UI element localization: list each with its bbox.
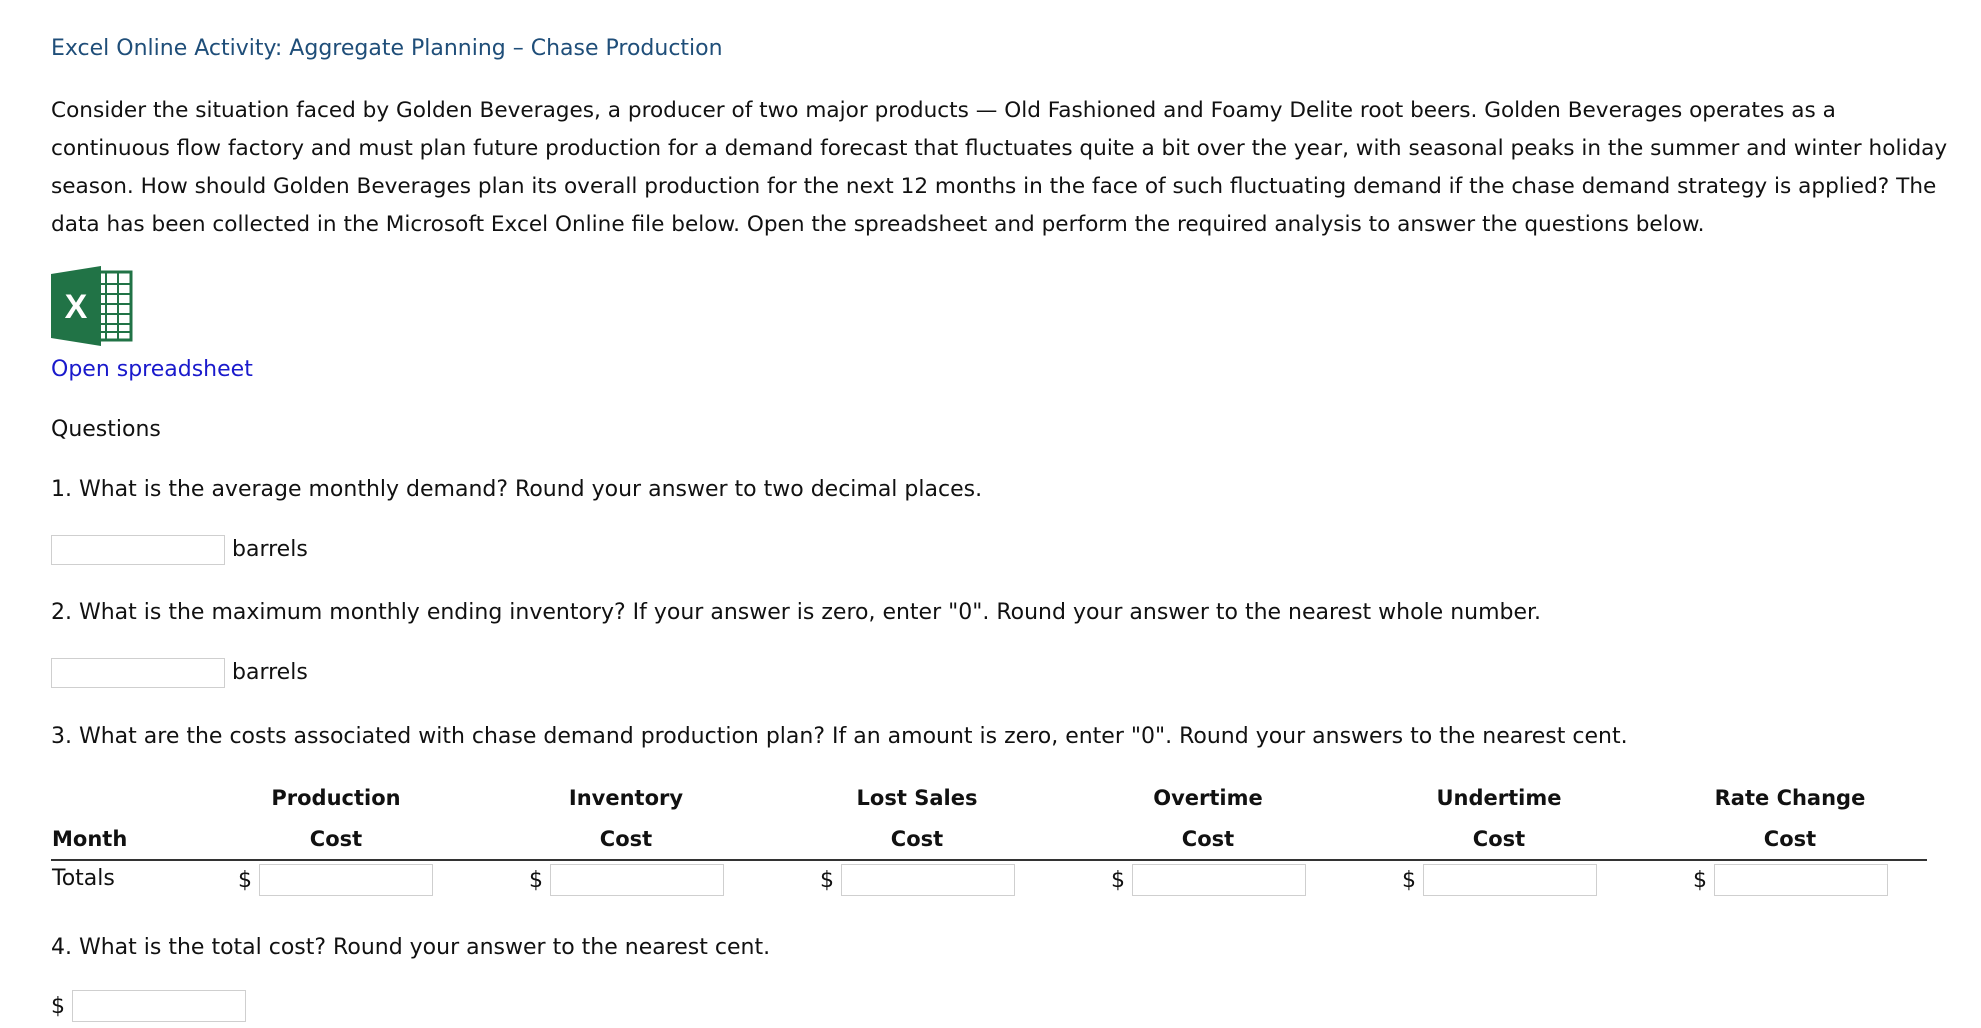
overtime-cost-currency: $ — [1111, 868, 1125, 893]
question-1-answer-input[interactable] — [51, 535, 225, 565]
totals-row-label: Totals — [52, 866, 115, 891]
question-1-unit: barrels — [232, 537, 308, 562]
overtime-cost-header-line2: Cost — [1181, 827, 1235, 851]
overtime-cost-input[interactable] — [1132, 864, 1306, 896]
lost-sales-cost-header-line2: Cost — [890, 827, 944, 851]
rate-change-cost-input[interactable] — [1714, 864, 1888, 896]
total-cost-input[interactable] — [72, 990, 246, 1022]
inventory-cost-header-line1: Inventory — [568, 786, 684, 810]
total-cost-currency: $ — [51, 994, 65, 1019]
production-cost-currency: $ — [238, 868, 252, 893]
question-1-text: 1. What is the average monthly demand? Round your answer to two decimal places. — [51, 477, 983, 502]
excel-icon[interactable] — [51, 266, 135, 346]
question-4-text: 4. What is the total cost? Round your answer to the nearest cent. — [51, 935, 771, 960]
rate-change-cost-header-line2: Cost — [1763, 827, 1817, 851]
page-title: Excel Online Activity: Aggregate Planning – Chase Production — [51, 36, 723, 61]
undertime-cost-input[interactable] — [1423, 864, 1597, 896]
production-cost-header-line1: Production — [271, 786, 401, 810]
question-2-unit: barrels — [232, 660, 308, 685]
intro-paragraph: Consider the situation faced by Golden Beverages, a producer of two major products — Old Fashioned and Foamy Delite root beers. Golden Beverages operates as a continuous flow factory and must plan future production for a demand forecast that fluctuates quite a bit over the year, with seasonal peaks in the summer and winter holiday season. How should Golden Beverages plan its overall production for the next 12 months in the face of such fluctuating demand if the chase demand strategy is applied? The data has been collected in the Microsoft Excel Online file below. Open the spreadsheet and perform the required analysis to answer the questions below. — [51, 98, 1948, 237]
open-spreadsheet-link[interactable]: Open spreadsheet — [51, 357, 253, 382]
question-2-answer-input[interactable] — [51, 658, 225, 688]
questions-heading: Questions — [51, 417, 161, 442]
overtime-cost-header-line1: Overtime — [1153, 786, 1263, 810]
inventory-cost-currency: $ — [529, 868, 543, 893]
lost-sales-cost-currency: $ — [820, 868, 834, 893]
question-3-text: 3. What are the costs associated with chase demand production plan? If an amount is zero, enter "0". Round your answers to the nearest cent. — [51, 724, 1628, 749]
undertime-cost-header-line1: Undertime — [1436, 786, 1562, 810]
inventory-cost-header-line2: Cost — [599, 827, 653, 851]
undertime-cost-header-line2: Cost — [1472, 827, 1526, 851]
question-2-text: 2. What is the maximum monthly ending inventory? If your answer is zero, enter "0". Round your answer to the nearest whole number. — [51, 600, 1542, 625]
lost-sales-cost-header-line1: Lost Sales — [856, 786, 978, 810]
svg-text:X: X — [64, 288, 88, 326]
table-header-rule — [51, 859, 1927, 861]
undertime-cost-currency: $ — [1402, 868, 1416, 893]
rate-change-cost-currency: $ — [1693, 868, 1707, 893]
lost-sales-cost-input[interactable] — [841, 864, 1015, 896]
month-column-header: Month — [52, 827, 128, 851]
production-cost-input[interactable] — [259, 864, 433, 896]
inventory-cost-input[interactable] — [550, 864, 724, 896]
rate-change-cost-header-line1: Rate Change — [1714, 786, 1866, 810]
production-cost-header-line2: Cost — [309, 827, 363, 851]
